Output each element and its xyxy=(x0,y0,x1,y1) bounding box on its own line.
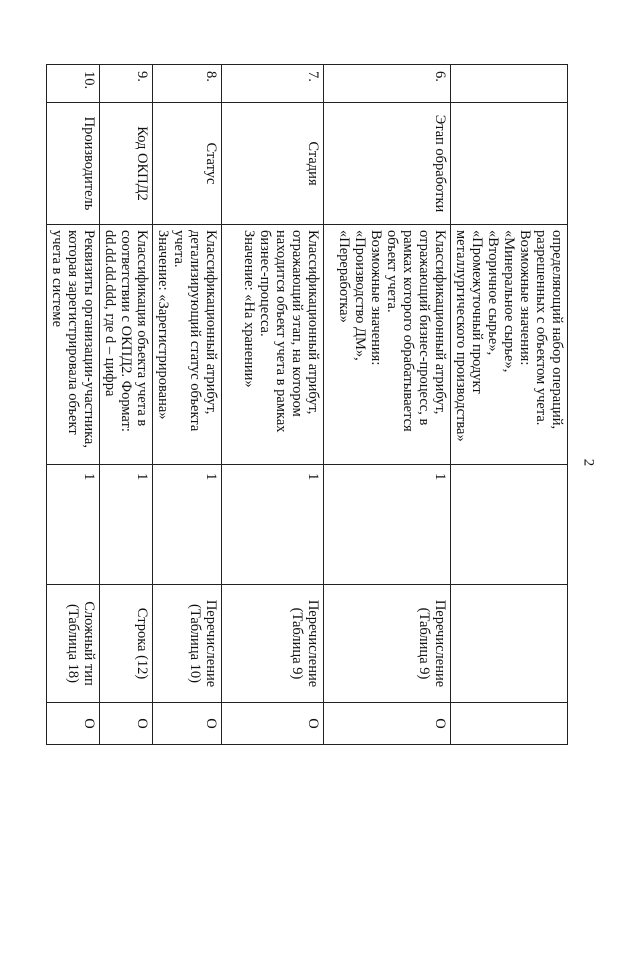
occurrence-cell xyxy=(451,703,568,745)
attribute-name-cell: Код ОКПД2 xyxy=(100,103,153,225)
attribute-description-cell: Классификационный атрибут, детализирующий статус объекта учета. Значение: «Зарегистрирована» xyxy=(153,225,222,465)
attribute-name-cell: Производитель xyxy=(47,103,100,225)
data-type-cell: Строка (12) xyxy=(100,585,153,703)
table-row xyxy=(153,65,222,745)
attribute-description-cell: Реквизиты организации-участника, которая зарегистрировала объект учета в системе xyxy=(47,225,100,465)
required-cell: 1 xyxy=(222,465,324,585)
attribute-description-cell: определяющий набор операций, разрешенных с объектом учета. Возможные значения: «Минеральное сырье», «Вторичное сырье», «Промежуточный продукт металлургического производства» xyxy=(451,225,568,465)
attribute-name-cell: Этап обработки xyxy=(324,103,451,225)
row-number-cell: 6. xyxy=(324,65,451,103)
data-type-cell: Перечисление (Таблица 10) xyxy=(153,585,222,703)
table-row xyxy=(222,65,324,745)
data-type-cell: Сложный тип (Таблица 18) xyxy=(47,585,100,703)
occurrence-cell: О xyxy=(153,703,222,745)
required-cell: 1 xyxy=(100,465,153,585)
attribute-name-cell: Статус xyxy=(153,103,222,225)
table-row xyxy=(451,65,568,745)
data-type-cell: Перечисление (Таблица 9) xyxy=(324,585,451,703)
data-type-cell xyxy=(451,585,568,703)
required-cell: 1 xyxy=(324,465,451,585)
attribute-name-cell xyxy=(451,103,568,225)
row-number-cell: 7. xyxy=(222,65,324,103)
data-type-cell: Перечисление (Таблица 9) xyxy=(222,585,324,703)
rotated-page-content xyxy=(0,64,568,969)
occurrence-cell: О xyxy=(324,703,451,745)
table-row xyxy=(100,65,153,745)
attribute-name-cell: Стадия xyxy=(222,103,324,225)
table-row xyxy=(324,65,451,745)
table-row xyxy=(47,65,100,745)
row-number-cell xyxy=(451,65,568,103)
attribute-description-cell: Классификационный атрибут, отражающий бизнес-процесс, в рамках которого обрабатывается объект учета. Возможные значения: «Производство ДМ», «Переработка» xyxy=(324,225,451,465)
page-number: 2 xyxy=(580,458,597,467)
attributes-table xyxy=(46,64,568,745)
required-cell xyxy=(451,465,568,585)
occurrence-cell: О xyxy=(100,703,153,745)
occurrence-cell: О xyxy=(47,703,100,745)
row-number-cell: 8. xyxy=(153,65,222,103)
occurrence-cell: О xyxy=(222,703,324,745)
required-cell: 1 xyxy=(153,465,222,585)
row-number-cell: 9. xyxy=(100,65,153,103)
row-number-cell: 10. xyxy=(47,65,100,103)
attribute-description-cell: Классификационный атрибут, отражающий этап, на котором находится объект учета в рамках бизнес-процесса. Значение: «На хранении» xyxy=(222,225,324,465)
attribute-description-cell: Классификация объекта учета в соответствии с ОКПД2. Формат: dd.dd.dd.ddd, где d – цифра xyxy=(100,225,153,465)
required-cell: 1 xyxy=(47,465,100,585)
